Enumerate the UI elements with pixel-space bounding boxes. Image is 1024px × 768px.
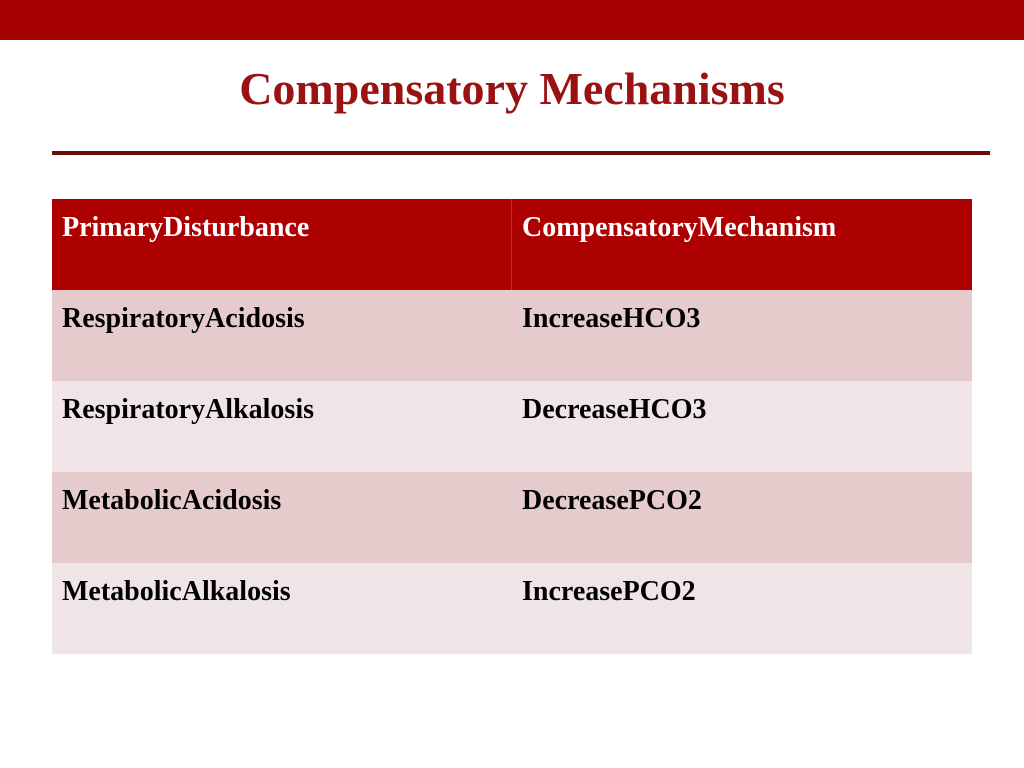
compensation-table — [52, 199, 972, 654]
table-row — [52, 563, 972, 654]
table-cell-mechanism: DecreasePCO2 — [512, 472, 972, 563]
title-divider — [52, 151, 990, 155]
table-cell-disturbance: MetabolicAlkalosis — [52, 563, 512, 654]
header-cell-compensatory-mechanism: CompensatoryMechanism — [512, 199, 972, 290]
table-cell-mechanism: IncreasePCO2 — [512, 563, 972, 654]
top-accent-bar — [0, 0, 1024, 40]
table-cell-mechanism: DecreaseHCO3 — [512, 381, 972, 472]
table-cell-disturbance: MetabolicAcidosis — [52, 472, 512, 563]
slide-title: Compensatory Mechanisms — [239, 63, 785, 114]
table-cell-disturbance: RespiratoryAlkalosis — [52, 381, 512, 472]
table-row — [52, 381, 972, 472]
table-row — [52, 472, 972, 563]
table-cell-mechanism: IncreaseHCO3 — [512, 290, 972, 381]
table-row — [52, 290, 972, 381]
table-cell-disturbance: RespiratoryAcidosis — [52, 290, 512, 381]
header-cell-primary-disturbance: PrimaryDisturbance — [52, 199, 512, 290]
table-header-row — [52, 199, 972, 290]
